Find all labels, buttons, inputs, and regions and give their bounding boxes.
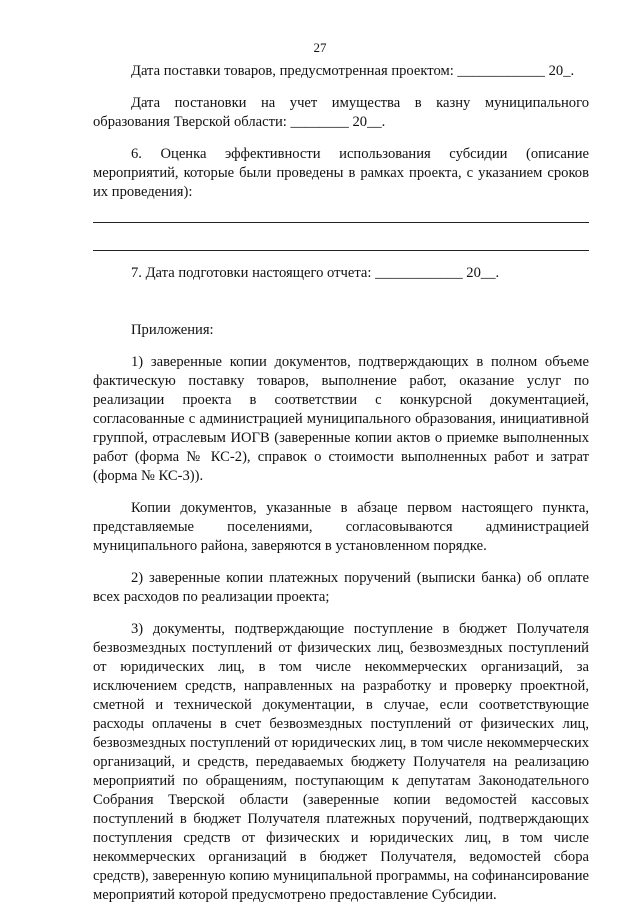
page-number: 27 bbox=[313, 40, 327, 55]
report-date-paragraph: 7. Дата подготовки настоящего отчета: ____________ 20__. bbox=[131, 265, 500, 281]
blank-fill-line bbox=[93, 222, 589, 223]
delivery-date-paragraph: Дата поставки товаров, предусмотренная проектом: ____________ 20_. bbox=[131, 63, 575, 79]
appendix-item-1-copies: Копии документов, указанные в абзаце первом настоящего пункта, представляемые поселениями, согласовываются администрацией муниципального района, заверяются в установленном порядке. bbox=[93, 500, 589, 554]
efficiency-paragraph: 6. Оценка эффективности использования субсидии (описание мероприятий, которые были проведены в рамках проекта, с указанием сроков их проведения): bbox=[93, 146, 589, 200]
document-body bbox=[93, 62, 589, 905]
appendix-item-3: 3) документы, подтверждающие поступление в бюджет Получателя безвозмездных поступлений от физических лиц, безвозмездных поступлений от юридических лиц, в том числе некоммерческих организаций, за исключением средств, направленных на разработку и проверку проектной, сметной и технической документации, в случае, если соответствующие расходы оплачены в счет безвозмездных поступлений от физических лиц, безвозмездных поступлений от юридических лиц, в том числе некоммерческих организаций, и средств, передаваемых бюджету Получателя на реализацию мероприятий по обращениям, поступающим к депутатам Законодательного Собрания Тверской области (заверенные копии ведомостей кассовых поступлений в бюджет Получателя платежных поручений, подтверждающих поступления средств от физических и юридических лиц, в том числе некоммерческих организаций в бюджет Получателя, ведомостей сбора средств), заверенную копию муниципальной программы, на софинансирование мероприятий которой предусмотрено предоставление Субсидии. bbox=[93, 621, 589, 903]
registration-date-paragraph: Дата постановки на учет имущества в казну муниципального образования Тверской области: ________ 20__. bbox=[93, 95, 589, 130]
appendix-item-2: 2) заверенные копии платежных поручений (выписки банка) об оплате всех расходов по реализации проекта; bbox=[93, 570, 589, 605]
appendices-heading: Приложения: bbox=[131, 322, 214, 338]
appendix-item-1: 1) заверенные копии документов, подтверждающих в полном объеме фактическую поставку товаров, выполнение работ, оказание услуг по реализации проекта в соответствии с конкурсной документацией, согласованные с администрацией муниципального образования, инициативной группой, отраслевым ИОГВ (заверенные копии актов о приемке выполненных работ (форма № КС-2), справок о стоимости выполненных работ и затрат (форма № КС-3)). bbox=[93, 354, 589, 484]
blank-fill-line bbox=[93, 250, 589, 251]
